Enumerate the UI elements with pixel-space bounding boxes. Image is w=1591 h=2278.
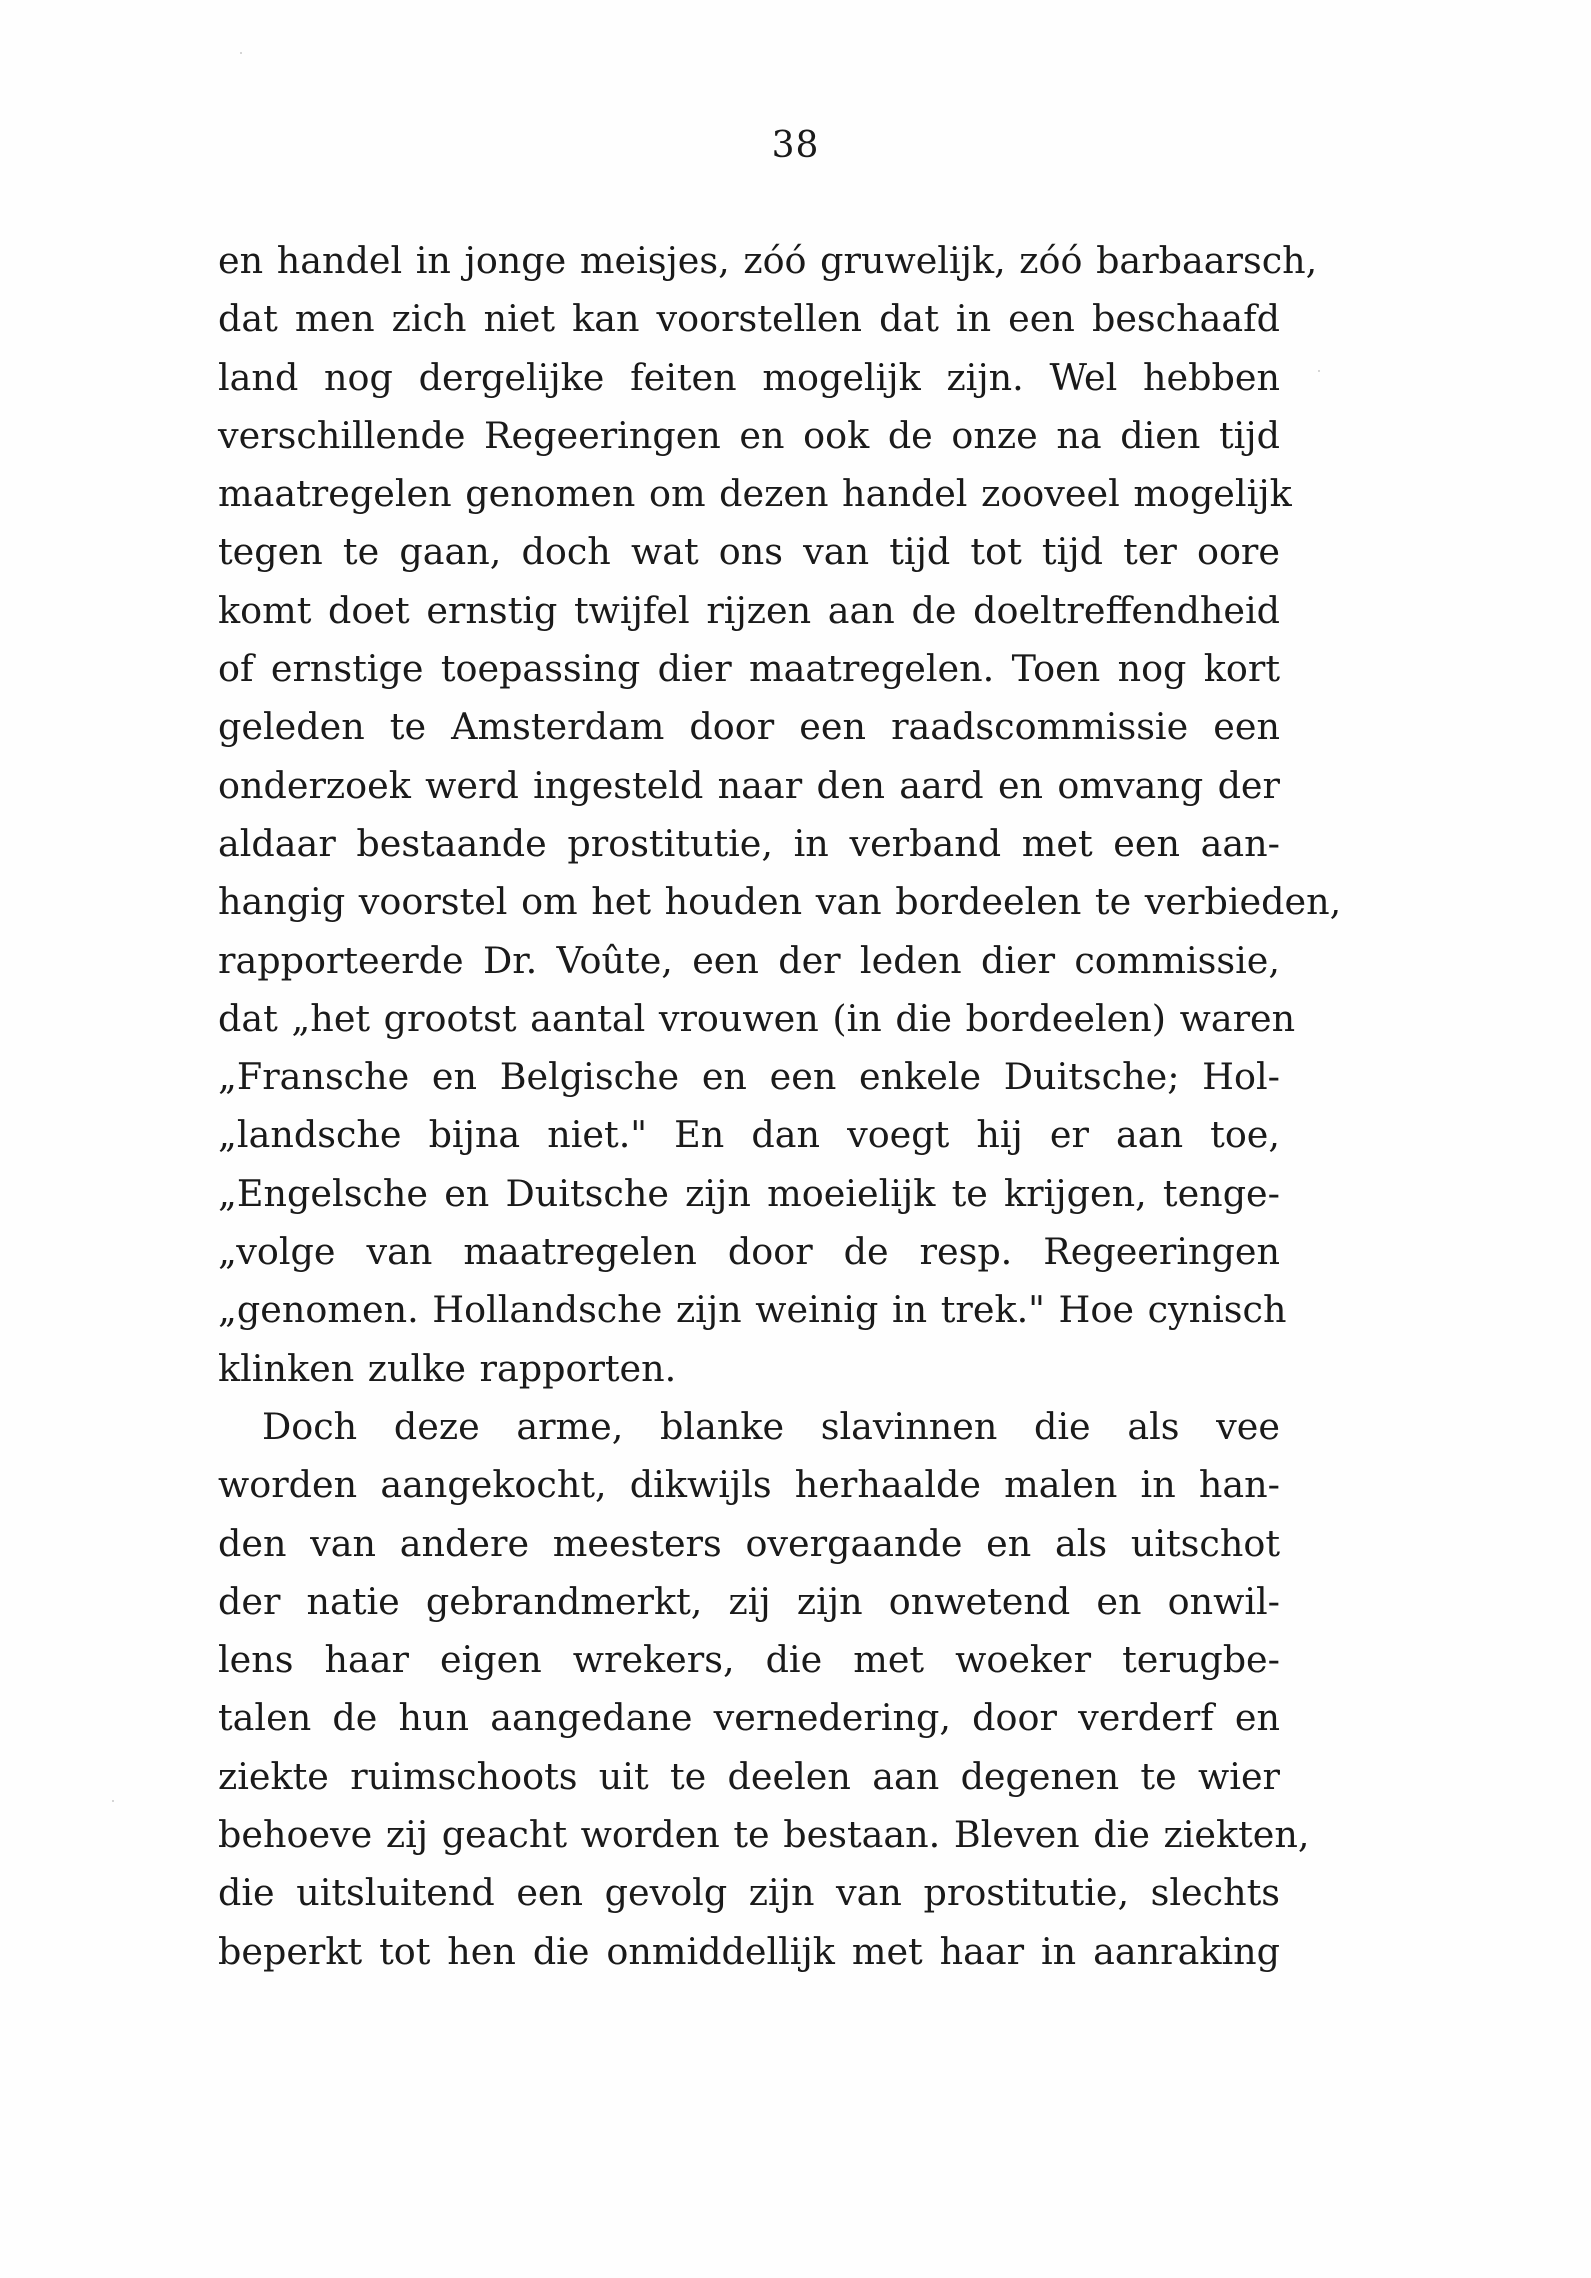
text-line: rapporteerde Dr. Voûte, een der leden dier commissie, bbox=[218, 938, 1280, 982]
text-line: en handel in jonge meisjes, zóó gruwelijk, zóó barbaarsch, bbox=[218, 239, 1318, 282]
text-line: dat „het grootst aantal vrouwen (in die bordeelen) waren bbox=[218, 996, 1296, 1040]
text-line: ziekte ruimschoots uit te deelen aan degenen te wier bbox=[218, 1754, 1280, 1798]
text-line: behoeve zij geacht worden te bestaan. Bleven die ziekten, bbox=[218, 1813, 1310, 1857]
text-line: aldaar bestaande prostitutie, in verband met een aan- bbox=[218, 821, 1280, 865]
page-number: 38 bbox=[771, 125, 820, 166]
text-line: tegen te gaan, doch wat ons van tijd tot tijd ter oore bbox=[218, 530, 1280, 574]
text-line: verschillende Regeeringen en ook de onze na dien tijd bbox=[218, 413, 1280, 457]
text-line: worden aangekocht, dikwijls herhaalde malen in han- bbox=[218, 1463, 1280, 1507]
text-line: „Fransche en Belgische en een enkele Duitsche; Hol- bbox=[218, 1055, 1280, 1099]
text-line: dat men zich niet kan voorstellen dat in een beschaafd bbox=[218, 297, 1280, 341]
text-line: „Engelsche en Duitsche zijn moeielijk te krijgen, tenge- bbox=[218, 1171, 1280, 1215]
text-line: der natie gebrandmerkt, zij zijn onwetend en onwil- bbox=[218, 1579, 1280, 1623]
text-line: lens haar eigen wrekers, die met woeker terugbe- bbox=[218, 1638, 1280, 1682]
text-line: die uitsluitend een gevolg zijn van prostitutie, slechts bbox=[218, 1871, 1280, 1915]
text-line-paragraph-start: Doch deze arme, blanke slavinnen die als vee bbox=[262, 1404, 1280, 1448]
text-line: den van andere meesters overgaande en als uitschot bbox=[218, 1521, 1280, 1565]
paper-speck bbox=[240, 52, 242, 54]
text-line: komt doet ernstig twijfel rijzen aan de doeltreffendheid bbox=[218, 588, 1280, 632]
text-line: geleden te Amsterdam door een raadscommissie een bbox=[218, 705, 1280, 749]
text-line: maatregelen genomen om dezen handel zooveel mogelijk bbox=[218, 472, 1292, 516]
text-line: land nog dergelijke feiten mogelijk zijn. Wel hebben bbox=[218, 355, 1280, 399]
text-line: „landsche bijna niet." En dan voegt hij er aan toe, bbox=[218, 1113, 1280, 1157]
text-line: beperkt tot hen die onmiddellijk met haar in aanraking bbox=[218, 1929, 1280, 1973]
text-line: talen de hun aangedane vernedering, door verderf en bbox=[218, 1696, 1280, 1740]
text-line: hangig voorstel om het houden van bordeelen te verbieden, bbox=[218, 880, 1342, 924]
paper-speck bbox=[112, 1800, 114, 1802]
text-line-paragraph-end: klinken zulke rapporten. bbox=[218, 1346, 677, 1390]
text-line: onderzoek werd ingesteld naar den aard en omvang der bbox=[218, 763, 1280, 807]
text-line: „volge van maatregelen door de resp. Regeeringen bbox=[218, 1230, 1280, 1274]
paper-speck bbox=[1318, 370, 1320, 372]
text-line: of ernstige toepassing dier maatregelen. Toen nog kort bbox=[218, 647, 1280, 691]
body-text bbox=[218, 232, 1342, 1981]
text-line: „genomen. Hollandsche zijn weinig in trek." Hoe cynisch bbox=[218, 1288, 1287, 1332]
